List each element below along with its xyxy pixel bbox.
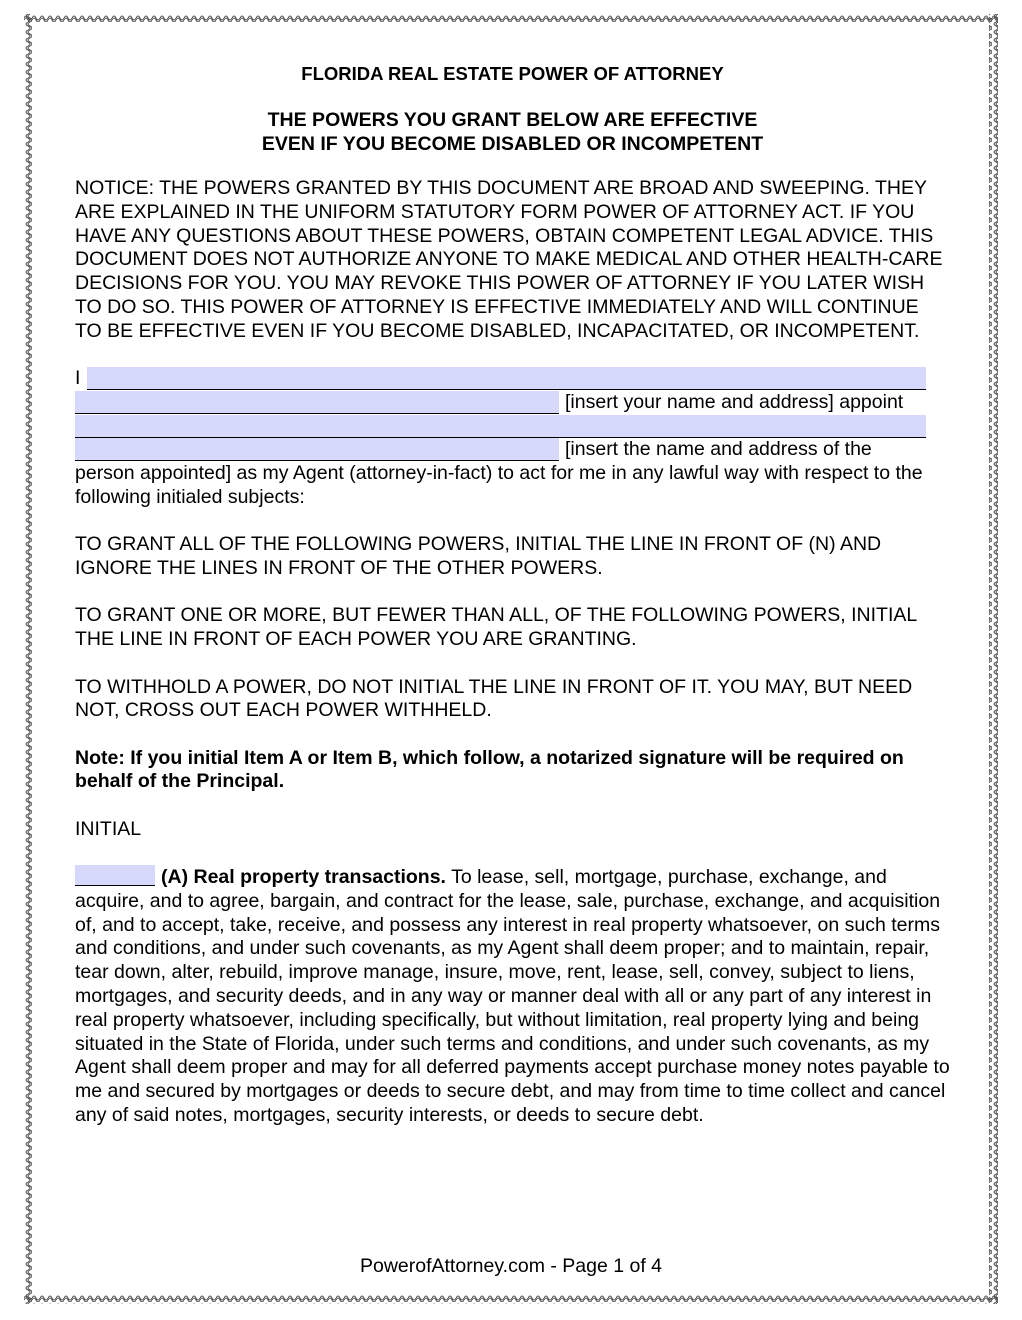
grant-all-instruction: TO GRANT ALL OF THE FOLLOWING POWERS, INITIAL THE LINE IN FRONT OF (N) AND IGNORE THE LINES IN FRONT OF THE OTHER POWERS. [75, 533, 882, 580]
document-body [75, 62, 950, 1151]
notice-paragraph: NOTICE: THE POWERS GRANTED BY THIS DOCUMENT ARE BROAD AND SWEEPING. THEY ARE EXPLAINED IN THE UNIFORM STATUTORY FORM POWER OF ATTORNEY ACT. IF YOU HAVE ANY QUESTIONS ABOUT THESE POWERS, OBTAIN COMPETENT LEGAL ADVICE. THIS DOCUMENT DOES NOT AUTHORIZE ANYONE TO MAKE MEDICAL AND OTHER HEALTH-CARE DECISIONS FOR YOU. YOU MAY REVOKE THIS POWER OF ATTORNEY IF YOU LATER WISH TO DO SO. THIS POWER OF ATTORNEY IS EFFECTIVE IMMEDIATELY AND WILL CONTINUE TO BE EFFECTIVE EVEN IF YOU BECOME DISABLED, INCAPACITATED, OR INCOMPETENT. [75, 177, 943, 342]
principal-name-field[interactable] [87, 367, 926, 390]
item-a-initial-field[interactable] [75, 865, 155, 886]
principal-hint: [insert your name and address] appoint [565, 390, 904, 413]
agent-line-1 [75, 415, 950, 439]
agent-name-field[interactable] [75, 415, 926, 438]
agent-line-2 [75, 438, 950, 462]
document-title: FLORIDA REAL ESTATE POWER OF ATTORNEY [301, 63, 724, 84]
principal-line-1 [75, 367, 950, 391]
principal-address-field[interactable] [75, 391, 559, 414]
initial-label: INITIAL [75, 817, 142, 840]
principal-prefix: I [75, 367, 81, 390]
document-subtitle [75, 108, 950, 156]
grant-some-instruction: TO GRANT ONE OR MORE, BUT FEWER THAN ALL, OF THE FOLLOWING POWERS, INITIAL THE LINE IN FRONT OF EACH POWER YOU ARE GRANTING. [75, 604, 917, 651]
item-a-heading: (A) Real property transactions. [161, 866, 446, 889]
withhold-instruction: TO WITHHOLD A POWER, DO NOT INITIAL THE LINE IN FRONT OF IT. YOU MAY, BUT NEED NOT, CROSS OUT EACH POWER WITHHELD. [75, 675, 913, 722]
principal-section [75, 367, 950, 462]
notarization-note: Note: If you initial Item A or Item B, which follow, a notarized signature will be required on behalf of the Principal. [75, 746, 904, 793]
agent-address-field[interactable] [75, 438, 559, 461]
item-a-paragraph [75, 865, 950, 1128]
page-footer: PowerofAttorney.com - Page 1 of 4 [359, 1255, 663, 1277]
agent-paragraph: person appointed] as my Agent (attorney-in-fact) to act for me in any lawful way with respect to the following initialed subjects: [75, 462, 923, 509]
item-a-text: To lease, sell, mortgage, purchase, exchange, and acquire, and to agree, bargain, and contract for the lease, sale, purchase, exchange, and acquisition of, and to accept, take, receive, and possess any interest in real property whatsoever, on such terms and conditions, and under such covenants, as my Agent shall deem proper; and to maintain, repair, tear down, alter, rebuild, improve manage, insure, move, rent, lease, sell, convey, subject to liens, mortgages, and security deeds, and in any way or manner deal with all or any part of any interest in real property whatsoever, including specifically, but without limitation, real property lying and being situated in the State of Florida, under such terms and conditions, and under such covenants, as my Agent shall deem proper and may for all deferred payments accept purchase money notes payable to me and secured by mortgages or deeds to secure debt, and may from time to time collect and cancel any of said notes, mortgages, security interests, or deeds to secure debt. [75, 866, 950, 1126]
subtitle-line-2: EVEN IF YOU BECOME DISABLED OR INCOMPETENT [261, 133, 764, 155]
subtitle-line-1: THE POWERS YOU GRANT BELOW ARE EFFECTIVE [267, 109, 758, 131]
agent-hint: [insert the name and address of the [565, 438, 872, 461]
principal-line-2 [75, 391, 950, 415]
